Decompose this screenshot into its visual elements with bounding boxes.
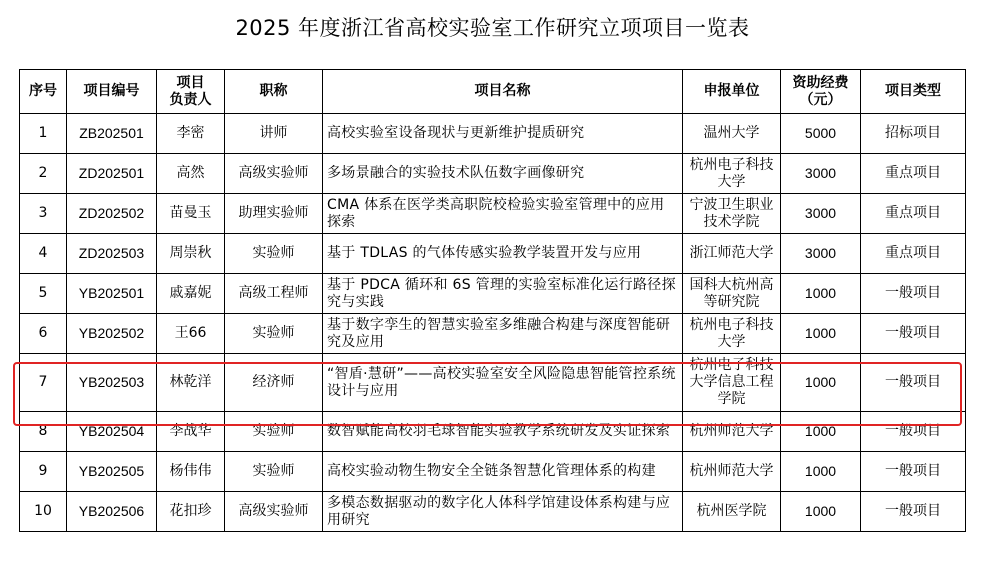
cell-code: ZD202502 [67, 194, 157, 234]
header-name: 项目名称 [323, 70, 683, 114]
cell-unit: 宁波卫生职业技术学院 [683, 194, 781, 234]
cell-no: 7 [20, 354, 67, 412]
cell-type: 一般项目 [861, 412, 966, 452]
cell-title: 经济师 [225, 354, 323, 412]
table-row [20, 114, 966, 154]
header-row [20, 70, 966, 114]
cell-fund: 1000 [781, 314, 861, 354]
table-row [20, 412, 966, 452]
cell-code: YB202501 [67, 274, 157, 314]
cell-unit: 杭州师范大学 [683, 412, 781, 452]
cell-leader: 戚嘉妮 [157, 274, 225, 314]
cell-unit: 杭州电子科技大学 [683, 314, 781, 354]
cell-type: 一般项目 [861, 274, 966, 314]
cell-no: 2 [20, 154, 67, 194]
cell-title: 实验师 [225, 412, 323, 452]
header-leader-line1: 项目 [176, 74, 205, 91]
cell-leader: 杨伟伟 [157, 452, 225, 492]
cell-unit: 温州大学 [683, 114, 781, 154]
cell-unit: 杭州电子科技大学信息工程学院 [683, 354, 781, 412]
cell-no: 1 [20, 114, 67, 154]
header-leader [157, 70, 225, 114]
cell-unit: 杭州师范大学 [683, 452, 781, 492]
header-code: 项目编号 [67, 70, 157, 114]
header-no: 序号 [20, 70, 67, 114]
cell-name: 多模态数据驱动的数字化人体科学馆建设体系构建与应用研究 [323, 492, 683, 532]
cell-no: 6 [20, 314, 67, 354]
cell-no: 3 [20, 194, 67, 234]
project-table [19, 69, 966, 532]
cell-no: 9 [20, 452, 67, 492]
cell-title: 实验师 [225, 452, 323, 492]
cell-fund: 1000 [781, 354, 861, 412]
table-row-highlighted [20, 354, 966, 412]
cell-fund: 3000 [781, 194, 861, 234]
cell-fund: 1000 [781, 412, 861, 452]
cell-code: YB202506 [67, 492, 157, 532]
cell-type: 重点项目 [861, 154, 966, 194]
header-leader-line2: 负责人 [169, 91, 212, 108]
cell-title: 实验师 [225, 314, 323, 354]
header-fund-line2: （元） [799, 91, 842, 108]
cell-leader: 苗曼玉 [157, 194, 225, 234]
cell-fund: 3000 [781, 234, 861, 274]
cell-leader: 周崇秋 [157, 234, 225, 274]
cell-no: 4 [20, 234, 67, 274]
cell-type: 一般项目 [861, 314, 966, 354]
cell-name: 基于数字孪生的智慧实验室多维融合构建与深度智能研究及应用 [323, 314, 683, 354]
cell-leader: 林乾洋 [157, 354, 225, 412]
cell-no: 5 [20, 274, 67, 314]
header-title: 职称 [225, 70, 323, 114]
cell-code: ZB202501 [67, 114, 157, 154]
cell-name: 数智赋能高校羽毛球智能实验教学系统研发及实证探索 [323, 412, 683, 452]
cell-name: “智盾·慧研”——高校实验室安全风险隐患智能管控系统设计与应用 [323, 354, 683, 412]
cell-code: YB202504 [67, 412, 157, 452]
cell-fund: 1000 [781, 452, 861, 492]
cell-no: 8 [20, 412, 67, 452]
cell-name: 高校实验动物生物安全全链条智慧化管理体系的构建 [323, 452, 683, 492]
cell-fund: 3000 [781, 154, 861, 194]
cell-fund: 5000 [781, 114, 861, 154]
cell-leader: 高然 [157, 154, 225, 194]
cell-title: 高级实验师 [225, 154, 323, 194]
cell-name: 基于 TDLAS 的气体传感实验教学装置开发与应用 [323, 234, 683, 274]
cell-type: 重点项目 [861, 234, 966, 274]
cell-name: 基于 PDCA 循环和 6S 管理的实验室标准化运行路径探究与实践 [323, 274, 683, 314]
cell-fund: 1000 [781, 274, 861, 314]
header-fund [781, 70, 861, 114]
cell-name: 多场景融合的实验技术队伍数字画像研究 [323, 154, 683, 194]
header-unit: 申报单位 [683, 70, 781, 114]
cell-code: YB202502 [67, 314, 157, 354]
cell-code: ZD202503 [67, 234, 157, 274]
cell-type: 一般项目 [861, 354, 966, 412]
cell-title: 高级实验师 [225, 492, 323, 532]
cell-type: 一般项目 [861, 452, 966, 492]
cell-code: ZD202501 [67, 154, 157, 194]
cell-type: 一般项目 [861, 492, 966, 532]
cell-title: 讲师 [225, 114, 323, 154]
cell-unit: 浙江师范大学 [683, 234, 781, 274]
cell-leader: 李战华 [157, 412, 225, 452]
cell-leader: 王66 [157, 314, 225, 354]
cell-fund: 1000 [781, 492, 861, 532]
cell-leader: 李密 [157, 114, 225, 154]
cell-code: YB202503 [67, 354, 157, 412]
header-fund-line1: 资助经费 [792, 74, 849, 91]
cell-no: 10 [20, 492, 67, 532]
table-row [20, 234, 966, 274]
cell-name: 高校实验室设备现状与更新维护提质研究 [323, 114, 683, 154]
cell-unit: 杭州电子科技大学 [683, 154, 781, 194]
cell-code: YB202505 [67, 452, 157, 492]
table-row [20, 154, 966, 194]
header-type: 项目类型 [861, 70, 966, 114]
table-row [20, 452, 966, 492]
page-title: 2025 年度浙江省高校实验室工作研究立项项目一览表 [235, 16, 750, 40]
table-row [20, 314, 966, 354]
cell-type: 招标项目 [861, 114, 966, 154]
cell-title: 高级工程师 [225, 274, 323, 314]
table-row [20, 492, 966, 532]
table-row [20, 274, 966, 314]
table-row [20, 194, 966, 234]
cell-title: 实验师 [225, 234, 323, 274]
cell-leader: 花扣珍 [157, 492, 225, 532]
cell-unit: 杭州医学院 [683, 492, 781, 532]
cell-name: CMA 体系在医学类高职院校检验实验室管理中的应用探索 [323, 194, 683, 234]
cell-title: 助理实验师 [225, 194, 323, 234]
cell-type: 重点项目 [861, 194, 966, 234]
cell-unit: 国科大杭州高等研究院 [683, 274, 781, 314]
